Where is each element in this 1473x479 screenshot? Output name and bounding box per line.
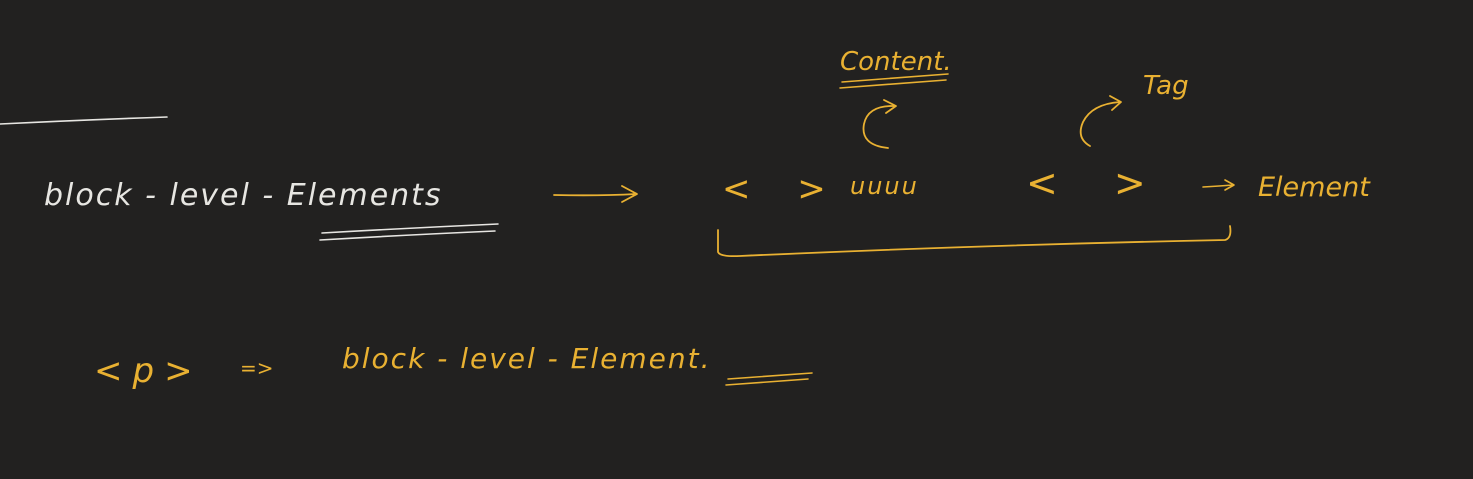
p-tag-glyph: <p> xyxy=(94,351,203,391)
open-tag-glyph: < > xyxy=(722,169,844,209)
tag-label: Tag xyxy=(1143,71,1189,101)
close-tag-glyph: < > xyxy=(1026,161,1168,205)
content-label: Content. xyxy=(840,47,952,77)
p-arrow-glyph: => xyxy=(240,356,274,380)
element-label: Element xyxy=(1258,172,1370,203)
element-underbrace xyxy=(718,226,1230,256)
content-scribble: uuuu xyxy=(850,172,919,200)
tag-curve-arrow xyxy=(1081,96,1121,146)
block-level-heading: block - level - Elements xyxy=(44,178,443,213)
separator-line xyxy=(0,117,167,124)
heading-arrow xyxy=(554,186,637,202)
content-curve-arrow xyxy=(864,100,897,148)
p-description: block - level - Element. xyxy=(342,342,712,375)
element-arrow xyxy=(1203,180,1234,190)
p-element-underline xyxy=(726,373,812,385)
